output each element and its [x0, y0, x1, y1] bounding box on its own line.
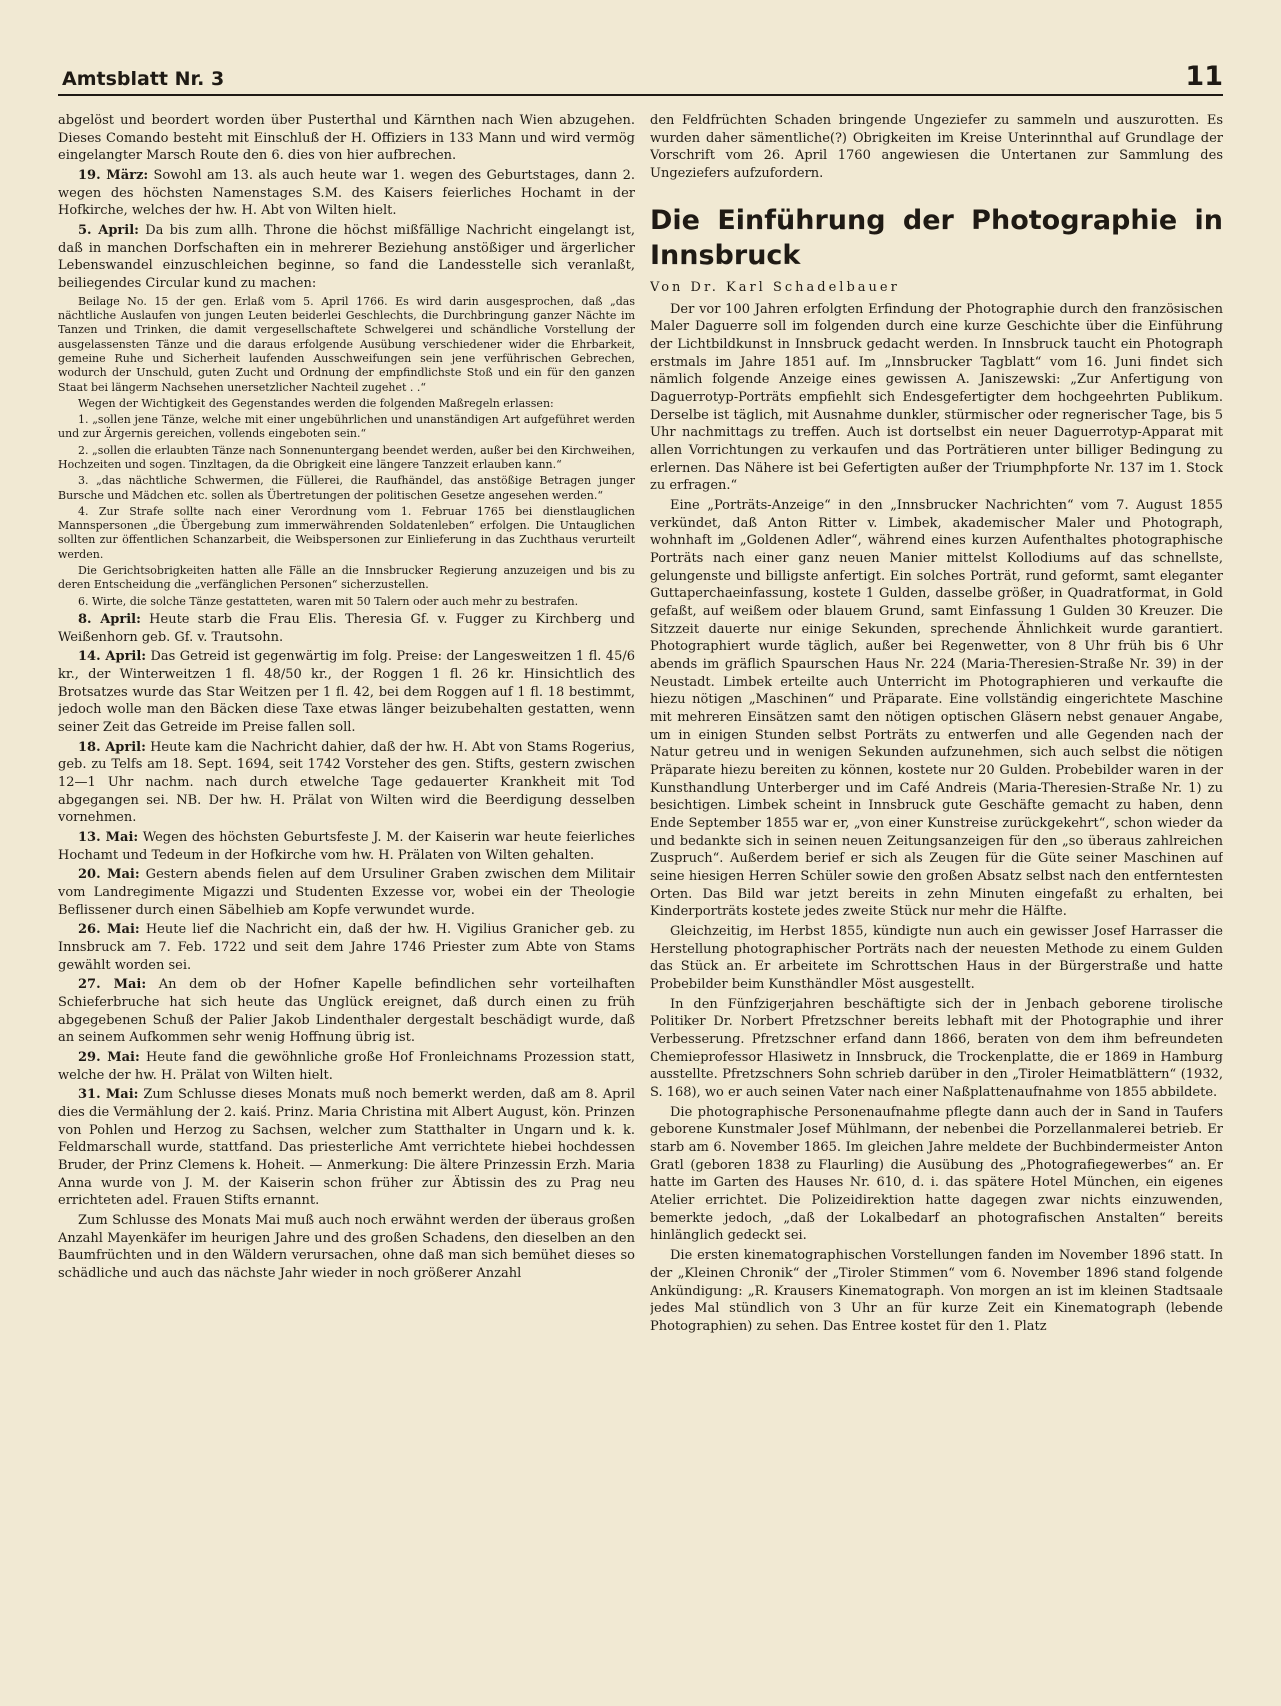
entry-14-april	[58, 648, 635, 736]
entry-text: Heute kam die Nachricht dahier, daß der hw. H. Abt von Stams Rogerius, geb. zu Telfs am 18. Sept. 1694, seit 1742 Vorsteher des gen. Stifts, gestern zwischen 12—1 Uhr nachm. nach durch etwelche Tage gedauerter Krankheit mit Tod abgegangen sei. NB. Der hw. H. Prälat von Wilten wird die Beerdigung desselben vornehmen.	[58, 739, 635, 826]
entry-29-mai	[58, 1049, 635, 1084]
paragraph: abgelöst und beordert worden über Pusterthal und Kärnthen nach Wien abzugehen. Dieses Comando besteht mit Einschluß der H. Offiziers in 133 Mann und wird vermög eingelangter Marsch Route den 6. dies von hier aufbrechen.	[58, 113, 635, 164]
entry-8-april	[58, 611, 635, 646]
article-title: Die Einführung der Photographie in Innsbruck	[650, 204, 1223, 271]
right-column	[650, 112, 1223, 1692]
circular-rule: Die Gerichtsobrigkeiten hatten alle Fälle an die Innsbrucker Regierung anzuzeigen und bis zu deren Entscheidung die „verfänglichen Personen“ sicherzustellen.	[58, 564, 635, 592]
entry-5-april	[58, 222, 635, 293]
article-paragraph: Die ersten kinematographischen Vorstellungen fanden im November 1896 statt. In der „Kleinen Chronik“ der „Tiroler Stimmen“ vom 6. November 1896 stand folgende Ankündigung: „R. Krausers Kinematograph. Von morgen an ist im kleinen Stadtsaale jedes Mal stündlich von 3 Uhr an für kurze Zeit ein Kinematograph (lebende Photographien) zu sehen. Das Entree kostet für den 1. Platz	[650, 1248, 1223, 1334]
entry-date: 13. Mai:	[78, 830, 139, 846]
article-paragraph: In den Fünfzigerjahren beschäftigte sich der in Jenbach geborene tirolische Politiker Dr. Norbert Pfretzschner bereits lebhaft mit der Photographie und ihrer Verbesserung. Pfretzschner erfand dann 1866, beraten von dem ihm befreundeten Chemieprofessor Hlasiwetz in Innsbruck, die Trockenplatte, die er 1869 in Hamburg ausstellte. Pfretzschners Sohn schrieb darüber in den „Tiroler Heimatblättern“ (1932, S. 168), wo er auch seinen Vater nach einer Naßplattenaufnahme von 1855 abbildete.	[650, 996, 1223, 1101]
circular-rule: 3. „das nächtliche Schwermen, die Füllerei, die Raufhändel, das anstößige Betragen junger Bursche und Mädchen etc. sollen als Übertretungen der politischen Gesetze angesehen werden.“	[58, 474, 635, 502]
entry-date: 26. Mai:	[78, 922, 140, 938]
entry-31-mai	[58, 1086, 635, 1210]
entry-text: Gestern abends fielen auf dem Ursuliner Graben zwischen dem Militair vom Landregimente Migazzi und Studenten Exzesse vor, wobei ein der Theologie Beflissener durch einen Säbelhieb am Kopfe verwundet wurde.	[58, 867, 635, 918]
entry-13-mai	[58, 829, 635, 864]
entry-text: Sowohl am 13. als auch heute war 1. wegen des Geburtstages, dann 2. wegen des höchsten Namenstages S.M. des Kaisers feierliches Hochamt in der Hofkirche, welches der hw. H. Abt von Wilten hielt.	[58, 168, 635, 219]
paragraph: Zum Schlusse des Monats Mai muß auch noch erwähnt werden der überaus großen Anzahl Mayenkäfer im heurigen Jahre und des großen Schadens, den dieselben an den Baumfrüchten und in den Wäldern verursachen, ohne daß man sich bemühet dieses so schädliche und auch das nächste Jahr wieder in noch größerer Anzahl	[58, 1213, 635, 1282]
entry-27-mai	[58, 976, 635, 1047]
article-byline: Von Dr. Karl Schadelbauer	[650, 279, 900, 295]
entry-18-april	[58, 739, 635, 827]
entry-date: 18. April:	[78, 739, 146, 755]
entry-date: 20. Mai:	[78, 867, 140, 883]
article-paragraph: Gleichzeitig, im Herbst 1855, kündigte nun auch ein gewisser Josef Harrasser die Herstellung photographischer Porträts nach der neuesten Methode zu einem Gulden das Stück an. Er arbeitete im Schrottschen Haus in der Bürgerstraße und hatte Probebilder beim Kunsthändler Möst ausgestellt.	[650, 924, 1223, 993]
publication-title: Amtsblatt Nr. 3	[62, 68, 225, 90]
entry-text: Heute lief die Nachricht ein, daß der hw. H. Vigilius Granicher geb. zu Innsbruck am 7. Feb. 1722 und seit dem Jahre 1746 Priester zum Abte von Stams gewählt worden sei.	[58, 922, 635, 973]
circular-text: Beilage No. 15 der gen. Erlaß vom 5. April 1766. Es wird darin ausgesprochen, daß „das nächtliche Auslaufen von jungen Leuten beiderlei Geschlechts, die Durchbringung ganzer Nächte im Tanzen und Trinken, die damit vergesellschaftete Schwelgerei und schändliche Vorstellung der ausgelassensten Tänze und die daraus erfolgende Ausübung verschiedener wider die Ehrbarkeit, gemeine Ruhe und Sicherheit laufenden Ausschweifungen sein jene verführischen Gebrechen, wodurch der Unschuld, guten Zucht und Ordnung der empfindlichste Stoß und ein für den ganzen Staat bei längerm Nachsehen unersetzlicher Nachteil zugehet . .“	[58, 294, 635, 394]
entry-date: 8. April:	[78, 611, 141, 627]
article-paragraph: Die photographische Personenaufnahme pflegte dann auch der in Sand in Taufers geborene Kunstmaler Josef Mühlmann, der nebenbei die Porzellanmalerei betrieb. Er starb am 6. November 1865. Im gleichen Jahre meldete der Buchbindermeister Anton Gratl (geboren 1838 zu Flaurling) die Ausübung des „Photografiegewerbes“ an. Er hatte im Garten des Hauses Nr. 610, d. i. das spätere Hotel München, ein eigenes Atelier errichtet. Die Polizeidirektion hatte dagegen zwar nichts einzuwenden, bemerkte jedoch, „daß der Lokalbedarf an photografischen Anstalten“ bereits hinlänglich gedeckt sei.	[650, 1104, 1223, 1244]
entry-26-mai	[58, 921, 635, 974]
article-paragraph: Der vor 100 Jahren erfolgten Erfindung der Photographie durch den französischen Maler Daguerre soll im folgenden durch eine kurze Geschichte über die Einführung der Lichtbildkunst in Innsbruck gedacht werden. In Innsbruck taucht ein Photograph erstmals im Jahre 1851 auf. Im „Innsbrucker Tagblatt“ vom 16. Juni findet sich nämlich folgende Anzeige eines gewissen A. Janiszewski: „Zur Anfertigung von Daguerrotyp-Porträts empfiehlt sich Endesgefertigter dem hochgeehrten Publikum. Derselbe ist täglich, mit Ausnahme dunkler, stürmischer oder regnerischer Tage, bis 5 Uhr nachmittags zu treffen. Auch ist dortselbst ein neuer Daguerrotyp-Apparat mit allen Vorrichtungen zu verkaufen und das Porträtieren unter billiger Bedingung zu erlernen. Das Nähere ist bei Gefertigten außer der Triumphpforte Nr. 137 im 1. Stock zu erfragen.“	[650, 301, 1223, 494]
entry-text: Da bis zum allh. Throne die höchst mißfällige Nachricht eingelangt ist, daß in manchen Dorfschaften ein in mehrerer Beziehung anstößiger und ärgerlicher Lebenswandel einzuschleichen beginne, so fand die Landesstelle sich veranlaßt, beiliegendes Circular kund zu machen:	[58, 223, 635, 292]
entry-date: 19. März:	[78, 168, 149, 184]
circular-rule: 4. Zur Strafe sollte nach einer Verordnung vom 1. Februar 1765 bei dienstlauglichen Mannspersonen „die Übergebung zum immerwährenden Soldatenleben“ erfolgen. Die Untauglichen sollten zur öffentlichen Schanzarbeit, die Weibspersonen zur Einlieferung in das Zuchthaus verurteilt werden.	[58, 504, 635, 561]
page-number: 11	[1185, 61, 1223, 92]
circular-rule: 6. Wirte, die solche Tänze gestatteten, waren mit 50 Talern oder auch mehr zu bestrafen.	[78, 594, 579, 608]
entry-date: 14. April:	[78, 649, 147, 665]
page-header	[58, 60, 1223, 96]
article-paragraph: Eine „Porträts-Anzeige“ in den „Innsbrucker Nachrichten“ vom 7. August 1855 verkündet, daß Anton Ritter v. Limbek, akademischer Maler und Photograph, wohnhaft im „Goldenen Adler“, während eines kurzen Aufenthaltes photographische Porträts nach einer ganz neuen Manier mittelst Kollodiums auf das schnellste, gelungenste und billigste anfertigt. Ein solches Porträt, rund geformt, samt eleganter Guttaperchaeinfassung, kostete 1 Gulden, dasselbe größer, in Quadratformat, in Gold gefaßt, auf weißem oder blauem Grund, samt Einfassung 1 Gulden 30 Kreuzer. Die Sitzzeit dauerte nur einige Sekunden, sprechende Ähnlichkeit wurde garantiert. Photographiert wurde täglich, außer bei Regenwetter, von 8 Uhr früh bis 6 Uhr abends im gräflich Spaurschen Haus Nr. 224 (Maria-Theresien-Straße Nr. 39) in der Neustadt. Limbek erteilte auch Unterricht im Photographieren und verkaufte die hiezu nötigen „Maschinen“ und Präparate. Eine vollständig eingerichtete Maschine mit mehreren Einsätzen samt den nötigen optischen Gläsern nebst genauer Angabe, um in einigen Stunden selbst Porträts zu entwerfen und alle Gegenden nach der Natur getreu und in wenigen Sekunden aufzunehmen, sich auch selbst die nötigen Präparate hiezu bereiten zu können, kostete nur 20 Gulden. Probebilder waren in der Kunsthandlung Unterberger und im Café Andreis (Maria-Theresien-Straße Nr. 1) zu besichtigen. Limbek scheint in Innsbruck gute Geschäfte gemacht zu haben, denn Ende September 1855 war er, „von einer Kunstreise zurückgekehrt“, schon wieder da und bedankte sich in seinen neuen Zeitungsanzeigen für den „so überaus zahlreichen Zuspruch“. Außerdem berief er sich als Zeugen für die Güte seiner Maschinen auf seine hiesigen Herren Schüler sowie den großen Absatz selbst nach den entferntesten Orten. Das Bild war jetzt bereits in zehn Minuten eingefaßt zu erhalten, bei Kinderporträts kostete jedes zweite Stück nur mehr die Hälfte.	[650, 497, 1223, 920]
entry-19-maerz	[58, 167, 635, 220]
left-column	[58, 112, 635, 1692]
circular-rule: 1. „sollen jene Tänze, welche mit einer ungebührlichen und unanständigen Art aufgeführet werden und zur Ärgernis gereichen, vollends eingeboten sein.“	[58, 413, 635, 441]
entry-20-mai	[58, 866, 635, 919]
entry-text: Wegen des höchsten Geburtsfeste J. M. der Kaiserin war heute feierliches Hochamt und Tedeum in der Hofkirche vom hw. H. Prälaten von Wilten gehalten.	[58, 830, 635, 863]
entry-date: 5. April:	[78, 223, 139, 239]
circular-rule: 2. „sollen die erlaubten Tänze nach Sonnenuntergang beendet werden, außer bei den Kirchweihen, Hochzeiten und sogen. Tinzltagen, da die Obrigkeit eine längere Tanzzeit erlauben kann.“	[58, 443, 635, 471]
entry-date: 29. Mai:	[78, 1050, 140, 1066]
circular-text: Wegen der Wichtigkeit des Gegenstandes werden die folgenden Maßregeln erlassen:	[78, 396, 554, 410]
entry-text: Heute fand die gewöhnliche große Hof Fronleichnams Prozession statt, welche der hw. H. Prälat von Wilten hielt.	[58, 1050, 635, 1083]
entry-text: An dem ob der Hofner Kapelle befindlichen sehr vorteilhaften Schieferbruche hat sich heute das Unglück ereignet, daß durch einen zu früh abgegebenen Schuß der Palier Jakob Lindenthaler dergestalt beschädigt wurde, daß an seinem Aufkommen sehr wenig Hoffnung übrig ist.	[58, 977, 635, 1046]
entry-date: 31. Mai:	[78, 1087, 139, 1103]
entry-date: 27. Mai:	[78, 977, 147, 993]
paragraph: den Feldfrüchten Schaden bringende Ungeziefer zu sammeln und auszurotten. Es wurden daher sämentliche(?) Obrigkeiten im Kreise Unterinnthal auf Grundlage der Vorschrift vom 26. April 1760 angewiesen die Untertanen zur Sammlung des Ungeziefers aufzufordern.	[650, 113, 1223, 182]
entry-text: Zum Schlusse dieses Monats muß noch bemerkt werden, daß am 8. April dies die Vermählung der 2. kaiś. Prinz. Maria Christina mit Albert August, kön. Prinzen von Pohlen und Herzog zu Sachsen, welcher zum Statthalter in Ungarn und k. k. Feldmarschall wurde, stattfand. Das priesterliche Amt verrichtete hiebei hochdessen Bruder, der Prinz Clemens k. Hoheit. — Anmerkung: Die ältere Prinzessin Erzh. Maria Anna wurde von J. M. der Kaiserin schon früher zur Äbtissin des zu Prag neu errichteten adel. Frauen Stifts ernannt.	[58, 1087, 635, 1209]
entry-text: Heute starb die Frau Elis. Theresia Gf. v. Fugger zu Kirchberg und Weißenhorn geb. Gf. v. Trautsohn.	[58, 611, 635, 645]
entry-text: Das Getreid ist gegenwärtig im folg. Preise: der Langesweitzen 1 fl. 45/6 kr., der Winterweitzen 1 fl. 48/50 kr., der Roggen 1 fl. 26 kr. Hinsichtlich des Brotsatzes wurde das Star Weitzen per 1 fl. 42, bei dem Roggen auf 1 fl. 18 bestimmt, jedoch wolle man den Bäcken diese Taxe etwas länger beizubehalten gestatten, wenn seiner Zeit das Getreide im Preise fallen soll.	[58, 649, 635, 735]
